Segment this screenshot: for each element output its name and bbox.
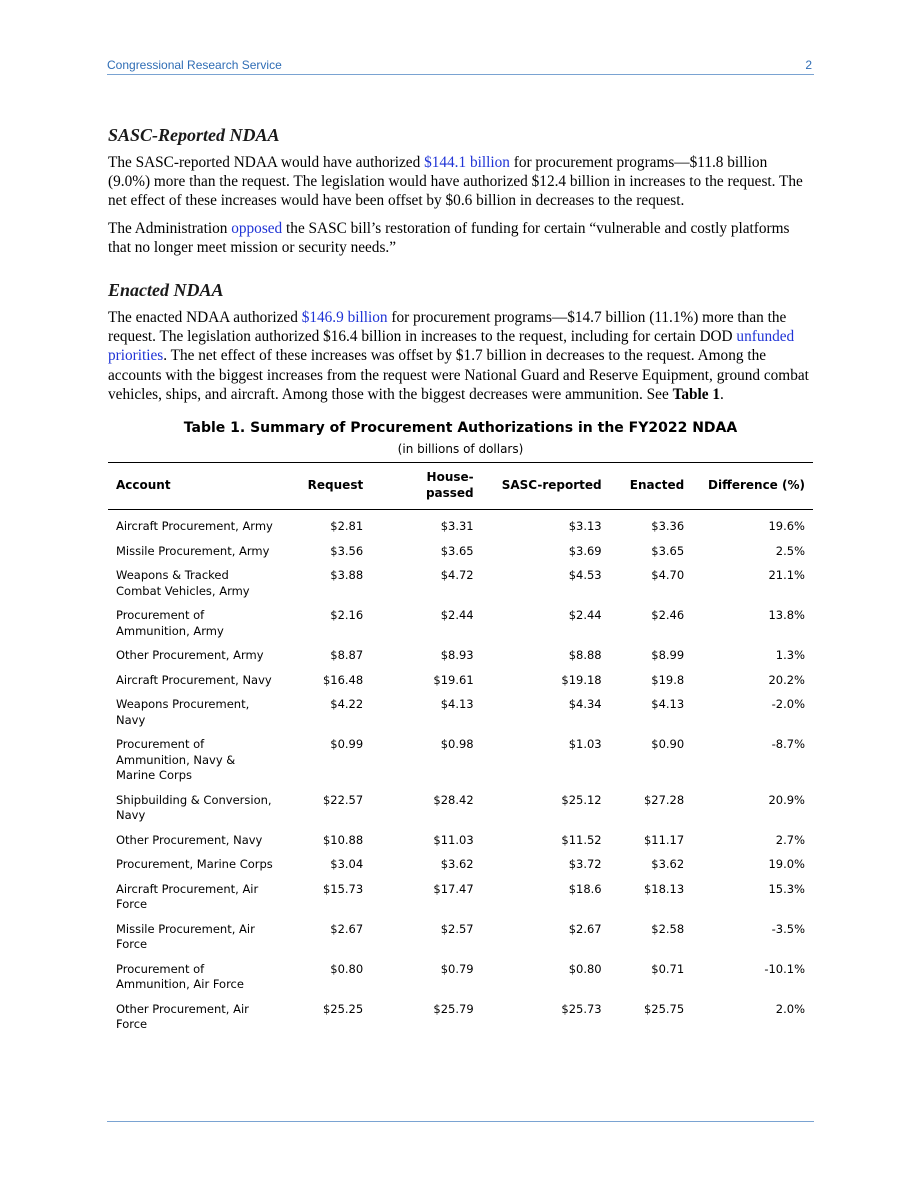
sasc-reported-cell: $25.12 <box>561 792 602 807</box>
sasc-reported-cell: $25.73 <box>561 1001 602 1016</box>
enacted-cell: $27.28 <box>643 792 685 807</box>
sasc-reported-cell: $19.18 <box>561 672 602 687</box>
enacted-cell: $19.8 <box>651 672 685 687</box>
enacted-cell: $4.13 <box>651 697 685 712</box>
procurement-table <box>108 462 813 1034</box>
request-cell: $16.48 <box>322 672 364 687</box>
difference-cell: 19.0% <box>768 857 805 872</box>
enacted-amount-link[interactable]: $146.9 billion <box>301 309 388 327</box>
house-passed-cell: $2.57 <box>440 921 474 936</box>
account-cell: Other Procurement, Navy <box>116 832 263 847</box>
request-cell: $0.99 <box>330 737 364 752</box>
house-passed-cell: $28.42 <box>433 792 474 807</box>
sasc-reported-cell: $1.03 <box>568 737 602 752</box>
page-number: 2 <box>805 58 812 72</box>
sasc-reported-cell: $2.67 <box>568 921 602 936</box>
table-row <box>108 600 813 640</box>
header-org: Congressional Research Service <box>107 58 282 72</box>
table-row <box>108 785 813 825</box>
table-row <box>108 954 813 994</box>
main-content <box>108 124 813 1034</box>
text: for procurement programs—$14.7 billion (11.1%) more than the request. The legislation authorized $16.4 billion in increases to the request, including for certain DOD <box>108 309 787 346</box>
account-cell: Aircraft Procurement, Navy <box>116 672 272 687</box>
text: the SASC bill’s restoration of funding for certain “vulnerable and costly platforms that no longer meet mission or security needs.” <box>108 219 790 256</box>
house-passed-cell: $11.03 <box>433 832 474 847</box>
sasc-reported-cell: $3.13 <box>568 519 602 534</box>
table-reference: Table 1 <box>672 385 721 403</box>
request-cell: $2.81 <box>330 519 364 534</box>
account-cell: Missile Procurement, Army <box>116 543 270 558</box>
enacted-paragraph <box>108 308 813 404</box>
enacted-heading: Enacted NDAA <box>108 280 224 301</box>
text: . The net effect of these increases was offset by $1.7 billion in decreases to the request. Among the accounts with the biggest increases from the request were National Guard and Reserve Equipment, ground combat vehicles, ships, and aircraft. Among those with the biggest decreases were ammunition. See <box>108 347 809 403</box>
unfunded-priorities-link[interactable]: unfunded priorities <box>108 328 795 365</box>
house-passed-cell: $25.79 <box>433 1001 474 1016</box>
house-passed-cell: $19.61 <box>433 672 474 687</box>
house-passed-cell: $2.44 <box>440 608 474 623</box>
difference-cell: 21.1% <box>768 568 805 583</box>
account-cell: Procurement of Ammunition, Army <box>116 608 224 638</box>
col-request: Request <box>283 463 371 510</box>
sasc-reported-cell: $3.72 <box>568 857 602 872</box>
account-cell: Weapons Procurement, Navy <box>116 697 250 727</box>
account-cell: Procurement, Marine Corps <box>116 857 273 872</box>
house-passed-cell: $17.47 <box>433 881 474 896</box>
account-cell: Weapons & Tracked Combat Vehicles, Army <box>116 568 250 598</box>
table-body <box>108 510 813 1034</box>
house-passed-cell: $0.98 <box>440 737 474 752</box>
account-cell: Aircraft Procurement, Air Force <box>116 881 259 912</box>
account-cell: Missile Procurement, Air Force <box>116 921 255 952</box>
enacted-cell: $0.90 <box>651 737 685 752</box>
sasc-reported-cell: $4.53 <box>568 568 602 583</box>
sasc-reported-cell: $3.69 <box>568 543 602 558</box>
col-difference: Difference (%) <box>692 463 813 510</box>
request-cell: $2.16 <box>330 608 364 623</box>
difference-cell: 2.0% <box>775 1001 805 1016</box>
page-header <box>107 58 814 74</box>
request-cell: $10.88 <box>322 832 364 847</box>
request-cell: $3.88 <box>330 568 364 583</box>
table-caption: Table 1. Summary of Procurement Authorizations in the FY2022 NDAA <box>183 420 738 437</box>
house-passed-cell: $8.93 <box>440 648 474 663</box>
col-sasc-reported: SASC-reported <box>482 463 610 510</box>
table-row <box>108 825 813 850</box>
enacted-cell: $2.58 <box>651 921 685 936</box>
enacted-cell: $25.75 <box>643 1001 685 1016</box>
request-cell: $3.56 <box>330 543 364 558</box>
difference-cell: 20.2% <box>768 672 805 687</box>
request-cell: $4.22 <box>330 697 364 712</box>
house-passed-cell: $4.72 <box>440 568 474 583</box>
sasc-reported-cell: $2.44 <box>568 608 602 623</box>
enacted-cell: $11.17 <box>643 832 685 847</box>
table-header-row <box>108 463 813 510</box>
col-account: Account <box>108 463 283 510</box>
sasc-paragraph-1 <box>108 153 813 211</box>
enacted-cell: $4.70 <box>651 568 685 583</box>
header-rule <box>107 74 814 75</box>
difference-cell: -8.7% <box>771 737 805 752</box>
account-cell: Other Procurement, Army <box>116 648 264 663</box>
difference-cell: 2.7% <box>775 832 805 847</box>
account-cell: Shipbuilding & Conversion, Navy <box>116 792 272 823</box>
difference-cell: -3.5% <box>771 921 805 936</box>
difference-cell: 19.6% <box>768 519 805 534</box>
request-cell: $15.73 <box>322 881 364 896</box>
sasc-reported-cell: $0.80 <box>568 961 602 976</box>
house-passed-cell: $3.62 <box>440 857 474 872</box>
request-cell: $2.67 <box>330 921 364 936</box>
sasc-amount-link[interactable]: $144.1 billion <box>424 154 510 171</box>
text: The SASC-reported NDAA would have authorized <box>108 154 425 171</box>
sasc-reported-cell: $11.52 <box>561 832 602 847</box>
sasc-paragraph-2 <box>108 219 813 257</box>
table-row <box>108 849 813 874</box>
account-cell: Procurement of Ammunition, Navy & Marine Corps <box>116 737 236 783</box>
enacted-cell: $8.99 <box>651 648 685 663</box>
table-row <box>108 689 813 729</box>
difference-cell: 1.3% <box>775 648 805 663</box>
enacted-cell: $3.62 <box>651 857 685 872</box>
house-passed-cell: $3.31 <box>440 519 474 534</box>
account-cell: Procurement of Ammunition, Air Force <box>116 961 244 992</box>
request-cell: $3.04 <box>330 857 364 872</box>
text: . <box>720 385 724 403</box>
text: The enacted NDAA authorized <box>108 309 302 327</box>
difference-cell: 20.9% <box>768 792 805 807</box>
table-row <box>108 640 813 665</box>
house-passed-cell: $3.65 <box>440 543 474 558</box>
account-cell: Aircraft Procurement, Army <box>116 519 273 534</box>
difference-cell: 2.5% <box>775 543 805 558</box>
enacted-cell: $18.13 <box>643 881 685 896</box>
account-cell: Other Procurement, Air Force <box>116 1001 249 1032</box>
table-row <box>108 729 813 785</box>
text: The Administration <box>108 219 232 237</box>
table-row <box>108 536 813 561</box>
text: for procurement programs—$11.8 billion (9.0%) more than the request. The legislation would have authorized $12.4 billion in increases to the request. The net effect of these increases would have been offset by $0.6 billion in decreases to the request. <box>108 154 803 210</box>
house-passed-cell: $4.13 <box>440 697 474 712</box>
footer-rule <box>107 1121 814 1122</box>
enacted-cell: $2.46 <box>651 608 685 623</box>
enacted-cell: $3.36 <box>651 519 685 534</box>
enacted-cell: $0.71 <box>651 961 685 976</box>
table-row <box>108 914 813 954</box>
request-cell: $8.87 <box>330 648 364 663</box>
sasc-reported-cell: $18.6 <box>568 881 602 896</box>
col-house-passed: House-passed <box>371 463 481 510</box>
col-enacted: Enacted <box>610 463 693 510</box>
sasc-reported-cell: $4.34 <box>568 697 602 712</box>
table-row <box>108 665 813 690</box>
request-cell: $0.80 <box>330 961 364 976</box>
difference-cell: -10.1% <box>764 961 805 976</box>
table-row <box>108 994 813 1034</box>
sasc-reported-cell: $8.88 <box>568 648 602 663</box>
request-cell: $22.57 <box>322 792 364 807</box>
table-subcaption: (in billions of dollars) <box>397 442 524 457</box>
house-passed-cell: $0.79 <box>440 961 474 976</box>
difference-cell: 15.3% <box>768 881 805 896</box>
difference-cell: 13.8% <box>768 608 805 623</box>
difference-cell: -2.0% <box>771 697 805 712</box>
opposed-link[interactable]: opposed <box>231 219 283 237</box>
request-cell: $25.25 <box>322 1001 364 1016</box>
table-row <box>108 874 813 914</box>
sasc-heading: SASC-Reported NDAA <box>108 125 280 145</box>
table-row <box>108 560 813 600</box>
enacted-cell: $3.65 <box>651 543 685 558</box>
table-row <box>108 510 813 536</box>
